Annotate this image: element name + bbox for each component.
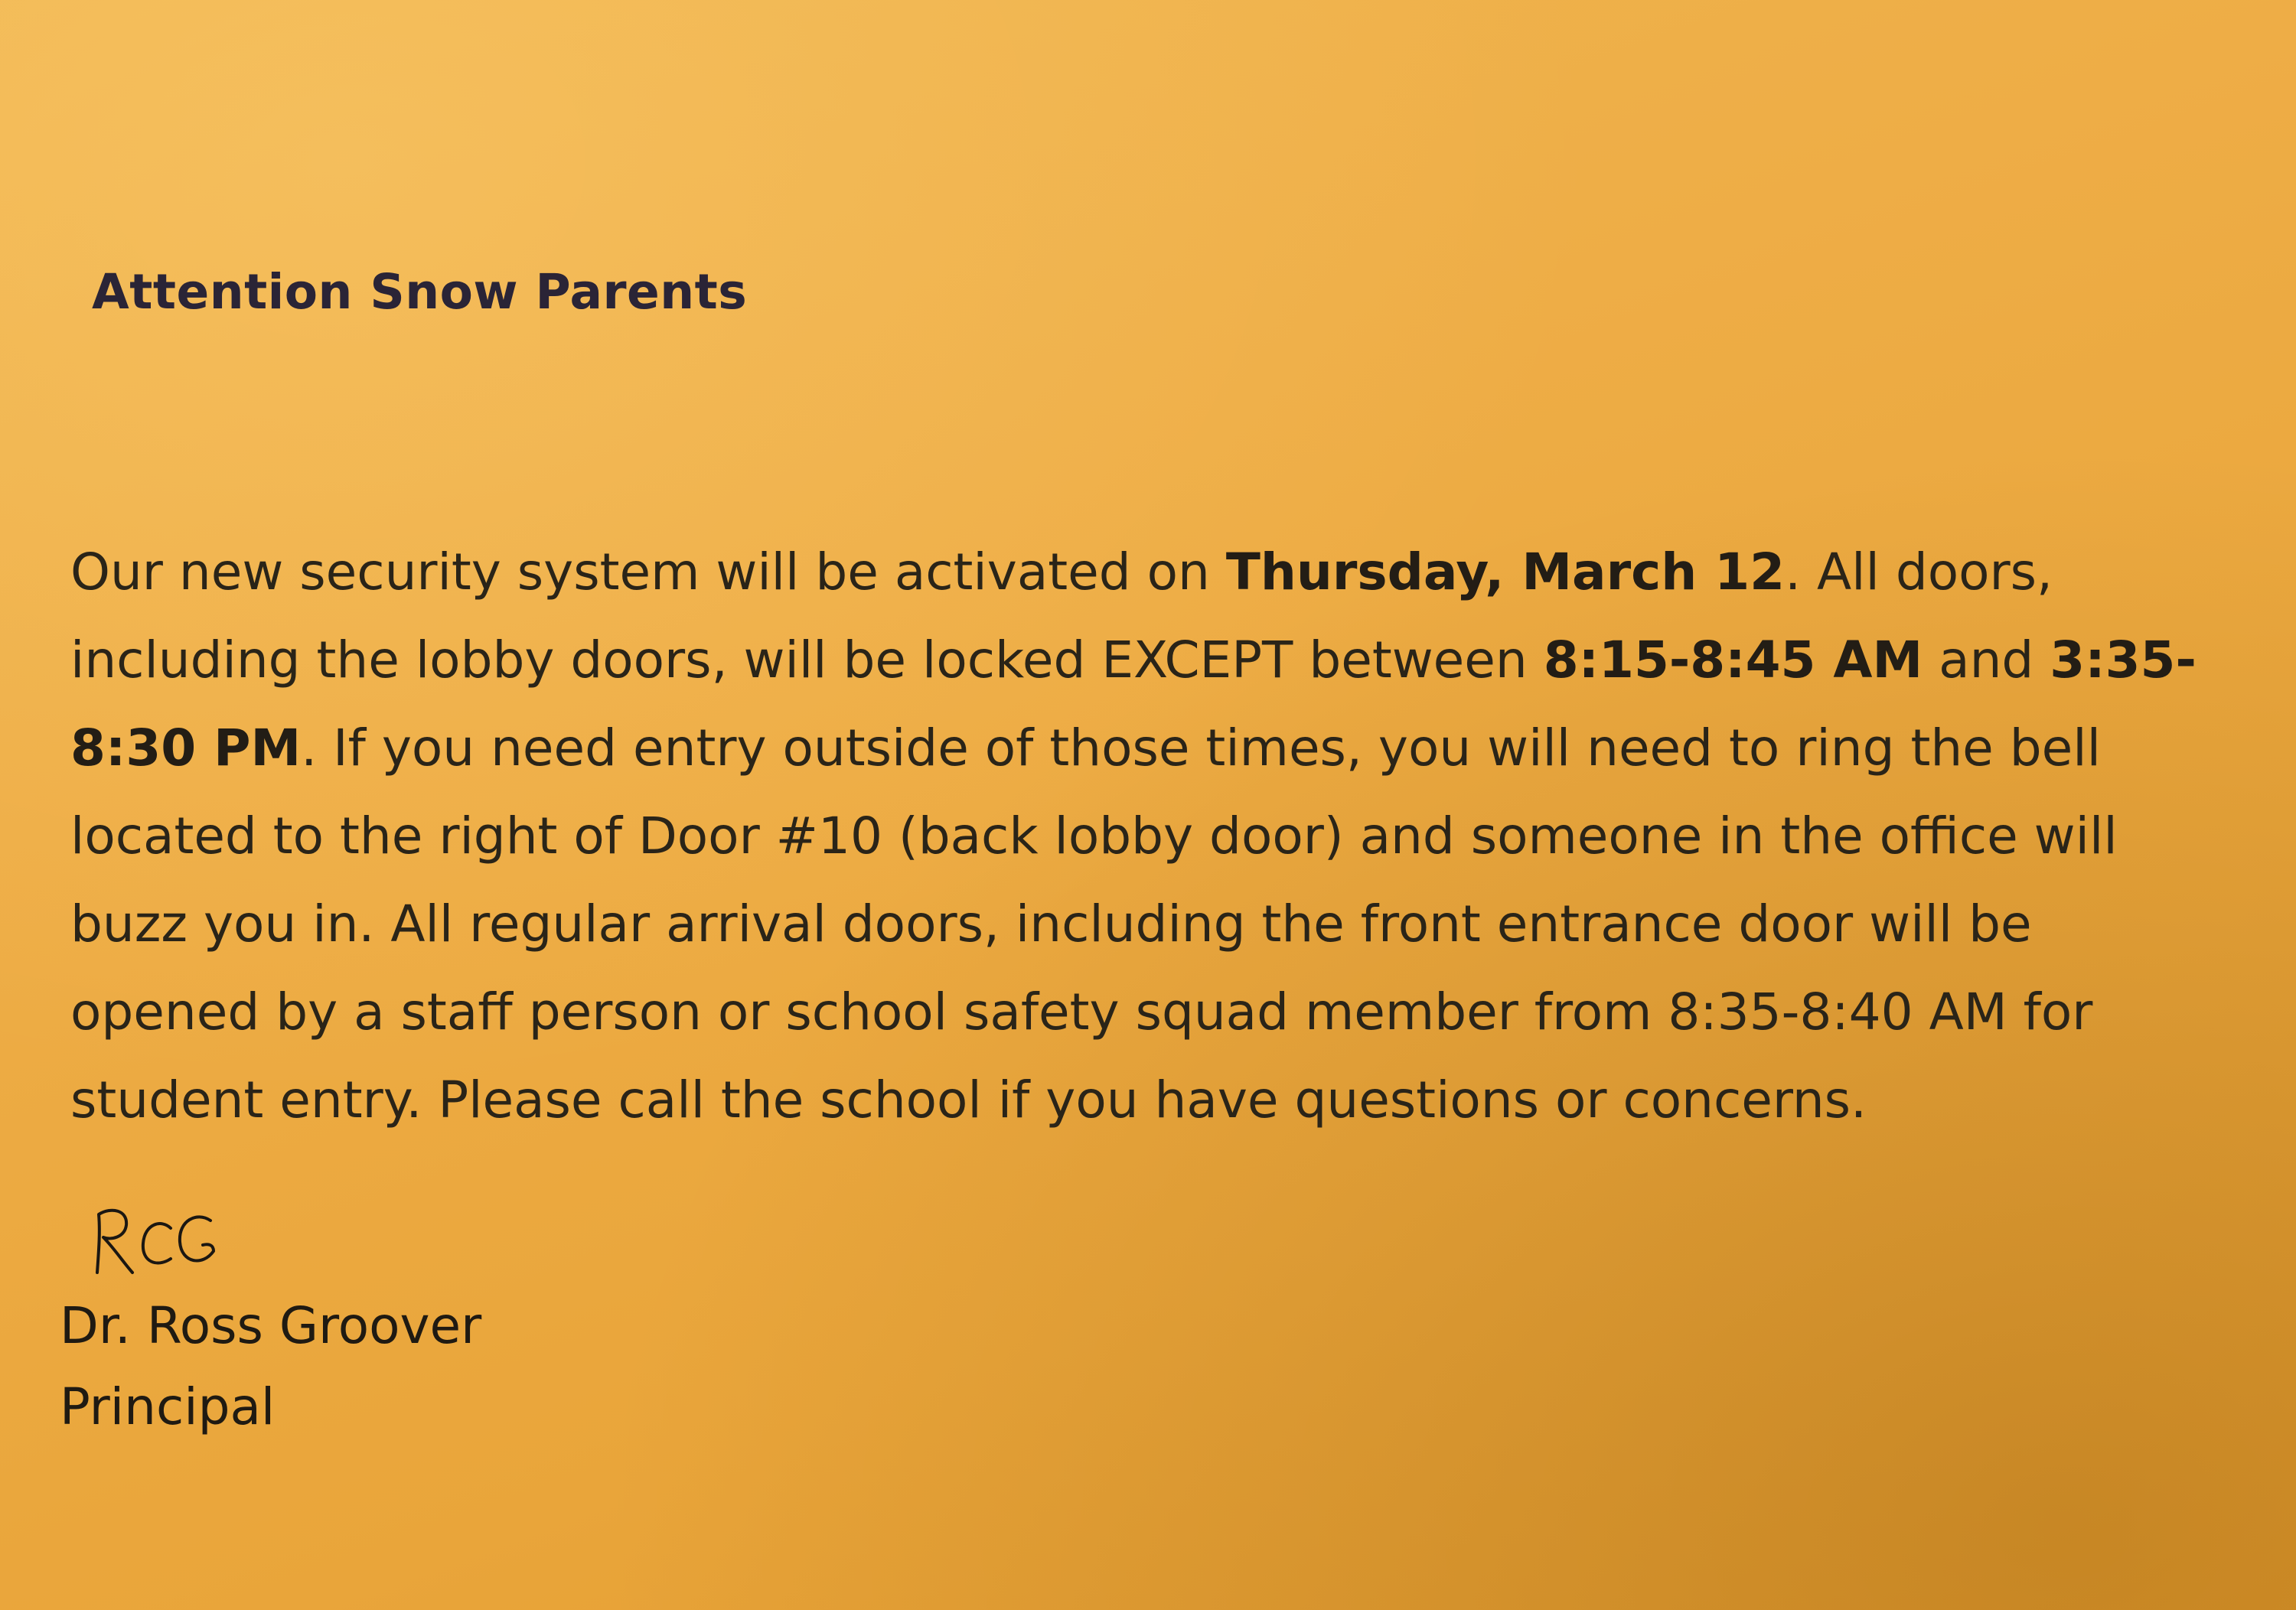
time-highlight: 8:15-8:45 AM [1543,631,1923,689]
text-run: located to the right of Door #10 (back lobby door) and someone in the office will [70,807,2118,865]
notice-line [70,968,2259,1056]
handwritten-initials [88,1198,226,1282]
notice-line [70,1056,2259,1144]
time-highlight: 3:35- [2050,631,2197,689]
signer-title: Principal [60,1377,276,1436]
text-run: and [1923,631,2050,689]
text-run: . If you need entry outside of those times, you will need to ring the bell [301,719,2101,777]
text-run: buzz you in. All regular arrival doors, including the front entrance door will be [70,895,2032,953]
text-run: student entry. Please call the school if you have questions or concerns. [70,1071,1867,1129]
text-run: Our new security system will be activated on [70,543,1226,601]
notice-line [70,528,2259,616]
signature-block [60,1286,481,1448]
notice-line [70,704,2259,792]
text-run: opened by a staff person or school safety squad member from 8:35-8:40 AM for [70,983,2093,1041]
time-highlight: 8:30 PM [70,719,302,777]
notice-line [70,880,2259,968]
notice-title: Attention Snow Parents [92,264,748,320]
date-highlight: Thursday, March 12 [1225,543,1786,601]
signer-name: Dr. Ross Groover [60,1296,482,1355]
notice-body [70,528,2259,1144]
text-run: . All doors, [1785,543,2053,601]
notice-line [70,792,2259,880]
text-run: including the lobby doors, will be locked EXCEPT between [70,631,1544,689]
notice-line [70,616,2259,704]
